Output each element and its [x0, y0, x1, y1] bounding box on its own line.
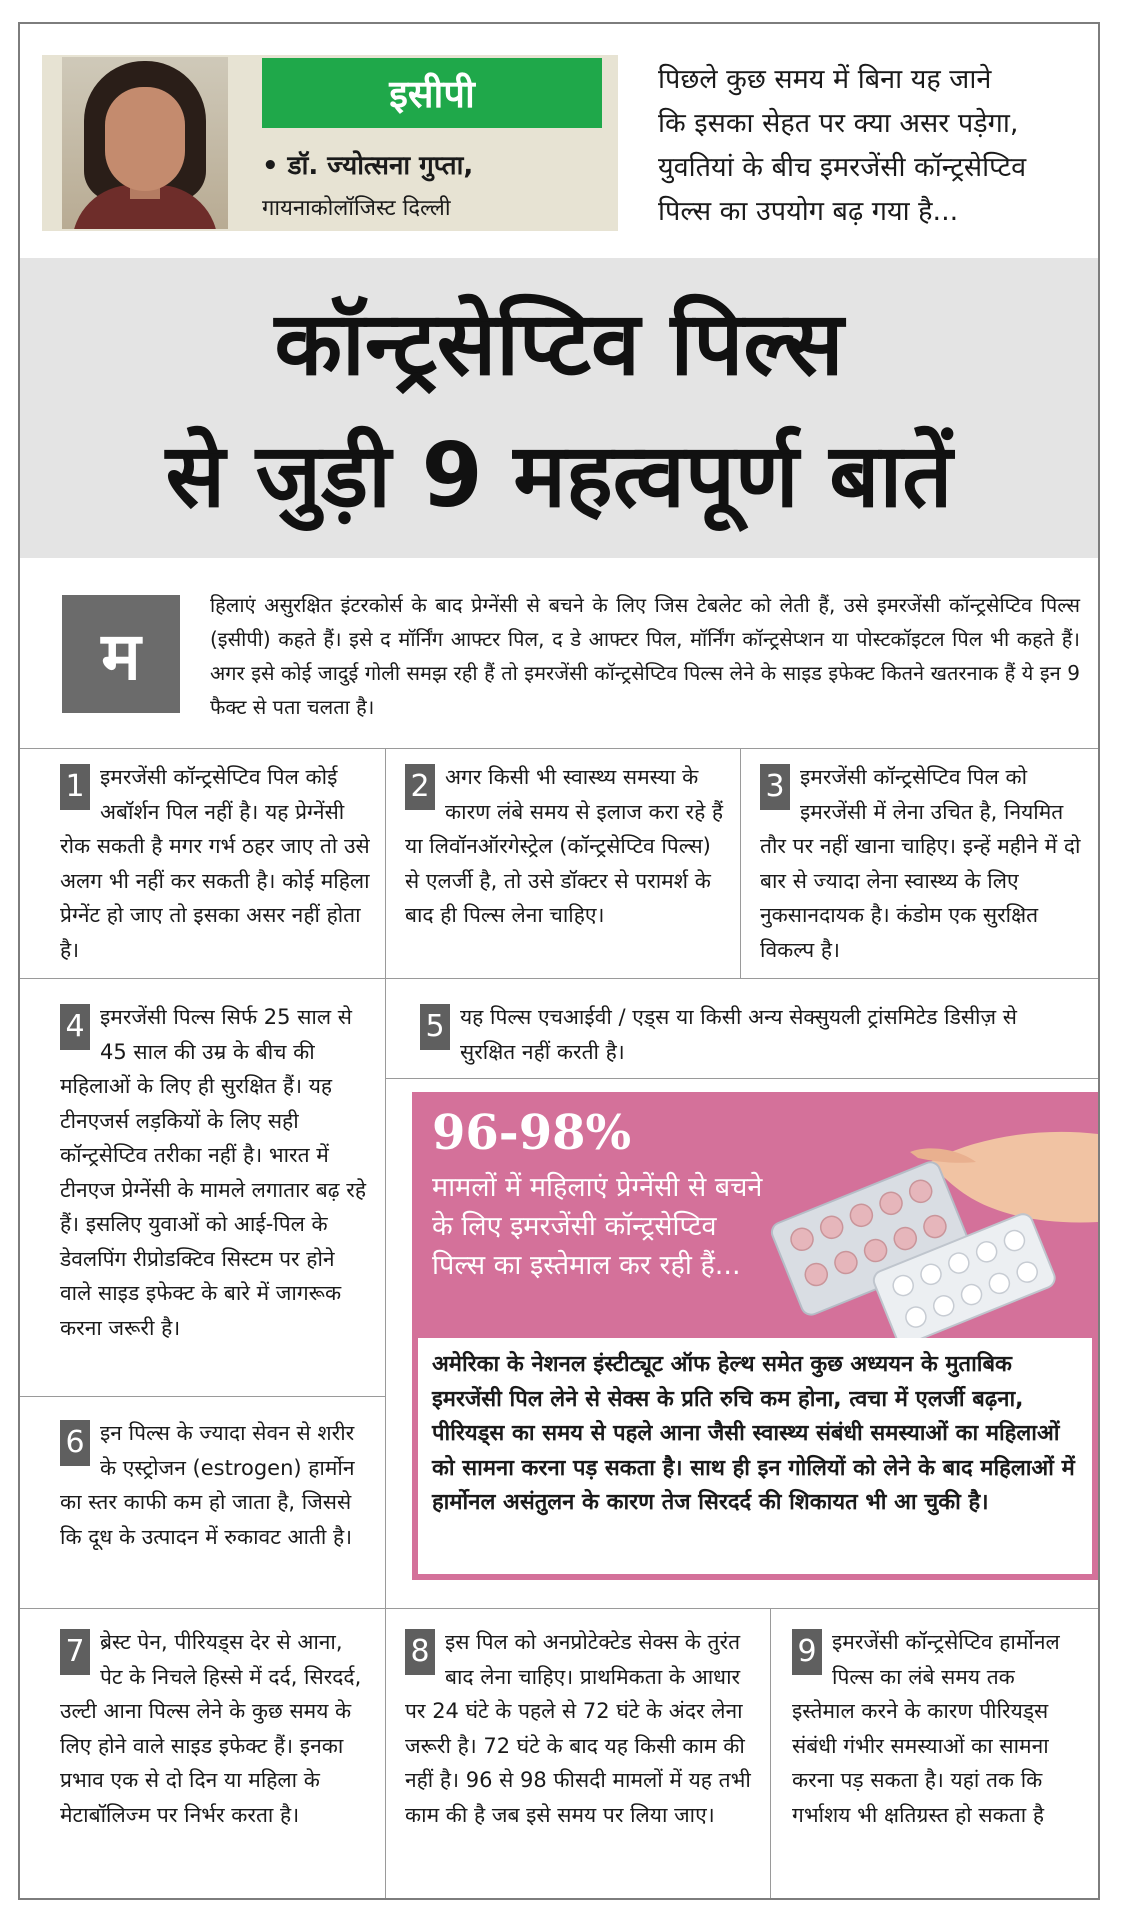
- section-tag: इसीपी: [262, 58, 602, 128]
- column-divider: [385, 978, 386, 1608]
- fact-number: 1: [60, 764, 90, 810]
- statistic-text: मामलों में महिलाएं प्रेग्नेंसी से बचने के लिए इमरजेंसी कॉन्ट्रसेप्टिव पिल्स का इस्तेमाल कर रही हैं...: [432, 1172, 763, 1281]
- intro-blurb: [658, 58, 1078, 234]
- fact-6: [60, 1416, 370, 1554]
- research-info-text: अमेरिका के नेशनल इंस्टीट्यूट ऑफ हेल्थ समेत कुछ अध्ययन के मुताबिक इमरजेंसी पिल लेने से सेक्स के प्रति रुचि कम होना, त्वचा में एलर्जी बढ़ना, पीरियड्स का समय से पहले आना जैसी स्वास्थ्य संबंधी समस्याओं का महिलाओं को सामना करना पड़ सकता है। साथ ही इन गोलियों को लेने के बाद महिलाओं में हार्मोनल असंतुलन के कारण तेज सिरदर्द की शिकायत भी आ चुकी है।: [432, 1352, 1075, 1515]
- fact-number: 6: [60, 1420, 90, 1466]
- drop-cap: म: [62, 595, 180, 713]
- photo-face: [105, 87, 185, 191]
- fact-text: इमरजेंसी कॉन्ट्रसेप्टिव पिल को इमरजेंसी में लेना उचित है, नियमित तौर पर नहीं खाना चाहिए। इन्हें महीने में दो बार से ज्यादा लेना स्वास्थ्य के लिए नुकसानदायक है। कंडोम एक सुरक्षित विकल्प है।: [760, 765, 1081, 962]
- fact-number: 9: [792, 1629, 822, 1675]
- author-photo: [62, 57, 228, 229]
- fact-4: [60, 1000, 370, 1345]
- fact-text: अगर किसी भी स्वास्थ्य समस्या के कारण लंबे समय से इलाज करा रहे हैं या लिवॉनऑरगेस्ट्रेल (कॉन्ट्रसेप्टिव पिल्स) से एलर्जी है, तो उसे डॉक्टर से परामर्श के बाद ही पिल्स लेना चाहिए।: [405, 765, 724, 927]
- row-divider: [385, 1078, 1098, 1079]
- fact-number: 8: [405, 1629, 435, 1675]
- row-divider: [20, 748, 1098, 749]
- fact-9: [792, 1625, 1084, 1832]
- author-name: • डॉ. ज्योत्सना गुप्ता,: [262, 151, 474, 181]
- fact-8: [405, 1625, 755, 1832]
- column-divider: [385, 748, 386, 978]
- headline-line-2: से जुड़ी 9 महत्वपूर्ण बातें: [165, 424, 953, 527]
- intro-line: पिल्स का उपयोग बढ़ गया है...: [658, 196, 959, 227]
- fact-number: 5: [420, 1004, 450, 1050]
- column-divider: [770, 1608, 771, 1898]
- headline-line-1: कॉन्ट्रसेप्टिव पिल्स: [274, 292, 844, 395]
- intro-line: युवतियां के बीच इमरजेंसी कॉन्ट्रसेप्टिव: [658, 152, 1027, 183]
- intro-line: कि इसका सेहत पर क्या असर पड़ेगा,: [658, 108, 1019, 139]
- fact-text: इस पिल को अनप्रोटेक्टेड सेक्स के तुरंत बाद लेना चाहिए। प्राथमिकता के आधार पर 24 घंटे के पहले से 72 घंटे के अंदर लेना जरूरी है। 72 घंटे के बाद यह किसी काम की नहीं है। 96 से 98 फीसदी मामलों में यह तभी काम की है जब इसे समय पर लिया जाए।: [405, 1630, 751, 1827]
- fact-text: यह पिल्स एचआईवी / एड्स या किसी अन्य सेक्सुयली ट्रांसमिटेड डिसीज़ से सुरक्षित नहीं करती है।: [460, 1005, 1017, 1064]
- fact-text: इमरजेंसी कॉन्ट्रसेप्टिव पिल कोई अबॉर्शन पिल नहीं है। यह प्रेग्नेंसी रोक सकती है मगर गर्भ ठहर जाए तो उसे अलग भी नहीं कर सकती है। कोई महिला प्रेग्नेंट हो जाए तो इसका असर नहीं होता है।: [60, 765, 370, 962]
- fact-text: इन पिल्स के ज्यादा सेवन से शरीर के एस्ट्रोजन (estrogen) हार्मोन का स्तर काफी कम हो जाता है, जिससे कि दूध के उत्पादन में रुकावट आती है।: [60, 1421, 355, 1549]
- fact-number: 7: [60, 1629, 90, 1675]
- author-role: गायनाकोलॉजिस्ट दिल्ली: [262, 196, 451, 221]
- fact-3: [760, 760, 1082, 967]
- lead-paragraph: हिलाएं असुरक्षित इंटरकोर्स के बाद प्रेग्नेंसी से बचने के लिए जिस टेबलेट को लेती हैं, उसे इमरजेंसी कॉन्ट्रसेप्टिव पिल्स (इसीपी) कहते हैं। इसे द मॉर्निंग आफ्टर पिल, द डे आफ्टर पिल, मॉर्निंग कॉन्ट्रसेप्शन या पोस्टकॉइटल पिल भी कहते हैं। अगर इसे कोई जादुई गोली समझ रही हैं तो इमरजेंसी कॉन्ट्रसेप्टिव पिल्स लेने के साइड इफेक्ट कितने खतरनाक हैं ये इन 9 फैक्ट से पता चलता है।: [210, 593, 1080, 719]
- row-divider: [20, 1608, 1098, 1609]
- fact-number: 3: [760, 764, 790, 810]
- fact-number: 4: [60, 1004, 90, 1050]
- column-divider: [740, 748, 741, 978]
- fact-7: [60, 1625, 370, 1832]
- fact-text: इमरजेंसी पिल्स सिर्फ 25 साल से 45 साल की उम्र के बीच की महिलाओं के लिए ही सुरक्षित हैं। यह टीनएजर्स लड़कियों के लिए सही कॉन्ट्रसेप्टिव तरीका नहीं है। भारत में टीनएज प्रेग्नेंसी के मामले लगातार बढ़ रहे हैं। इसलिए युवाओं को आई-पिल के डेवलपिंग रीप्रोडक्टिव सिस्टम पर होने वाले साइड इफेक्ट के बारे में जागरूक करना जरूरी है।: [60, 1005, 367, 1340]
- statistic-value: 96-98%: [432, 1105, 632, 1161]
- row-divider: [20, 1396, 385, 1397]
- fact-text: इमरजेंसी कॉन्ट्रसेप्टिव हार्मोनल पिल्स का लंबे समय तक इस्तेमाल करने के कारण पीरियड्स संबंधी गंभीर समस्याओं का सामना करना पड़ सकता है। यहां तक कि गर्भाशय भी क्षतिग्रस्त हो सकता है: [792, 1630, 1060, 1827]
- fact-1: [60, 760, 370, 967]
- fact-5: [420, 1000, 1060, 1069]
- fact-number: 2: [405, 764, 435, 810]
- fact-2: [405, 760, 725, 933]
- pill-hand-illustration: [760, 1092, 1098, 1338]
- intro-line: पिछले कुछ समय में बिना यह जाने: [658, 64, 992, 95]
- column-divider: [385, 1608, 386, 1898]
- row-divider: [20, 978, 1098, 979]
- fact-text: ब्रेस्ट पेन, पीरियड्स देर से आना, पेट के निचले हिस्से में दर्द, सिरदर्द, उल्टी आना पिल्स लेने के कुछ समय के लिए होने वाले साइड इफेक्ट हैं। इनका प्रभाव एक से दो दिन या महिला के मेटाबॉलिज्म पर निर्भर करता है।: [60, 1630, 362, 1827]
